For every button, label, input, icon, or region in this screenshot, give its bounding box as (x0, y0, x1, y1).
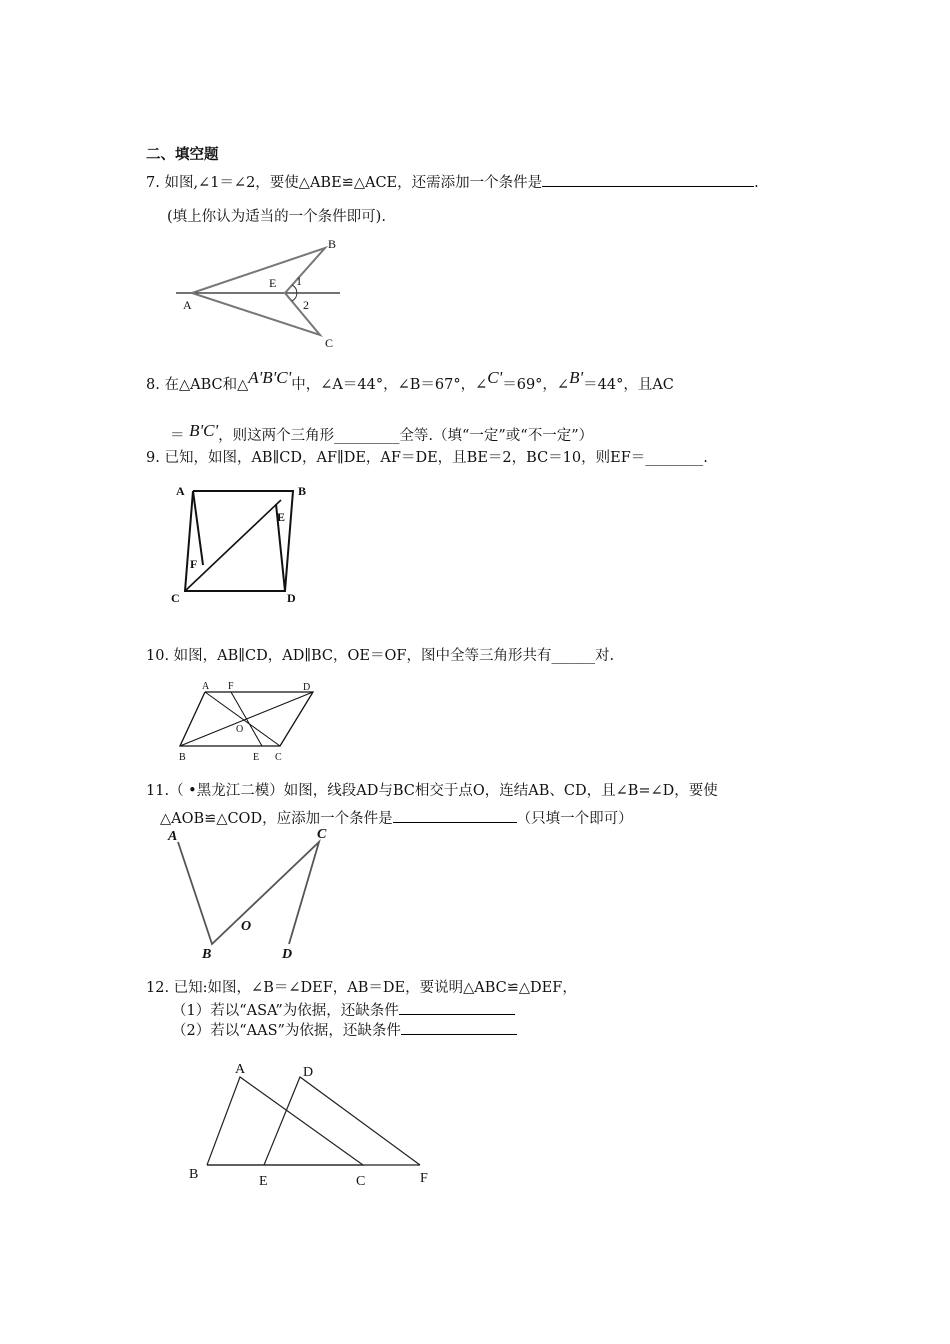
label-A: A (183, 298, 192, 312)
question-tail: . (703, 450, 708, 466)
label-C: C (275, 752, 282, 763)
label-D: D (282, 947, 293, 962)
label-O: O (241, 919, 252, 934)
label-E: E (259, 1174, 268, 1189)
question-text: 如图，AB∥CD，AD∥BC，OE＝OF，图中全等三角形共有 (173, 648, 552, 664)
question-text: 已知:如图，∠B＝∠DEF，AB＝DE，要说明△ABC≌△DEF， (173, 980, 577, 996)
question-tail: （只填一个即可） (516, 811, 633, 827)
label-B: B (202, 947, 212, 962)
label-2: 2 (303, 298, 309, 312)
answer-blank[interactable]: _________ (334, 428, 400, 444)
question-text-part3: ＝69°，∠ (502, 377, 570, 393)
label-C: C (171, 591, 180, 605)
label-A: A (176, 484, 185, 498)
sub-question-text: （2）若以“AAS”为依据，还缺条件 (172, 1023, 401, 1039)
label-D: D (303, 1065, 314, 1080)
question-10 (146, 647, 614, 665)
question-text: ，则这两个三角形 (218, 428, 335, 444)
figure-q11 (165, 824, 345, 964)
math-c-prime: C' (487, 368, 503, 387)
label-F: F (190, 557, 198, 571)
figure-q7 (170, 232, 350, 357)
label-E: E (253, 752, 260, 763)
label-D: D (303, 682, 311, 693)
section-title: 二、填空题 (146, 147, 219, 163)
label-A: A (235, 1062, 246, 1077)
answer-blank[interactable] (399, 1000, 515, 1015)
question-8 (146, 368, 674, 394)
question-text: △AOB≌△COD，应添加一个条件是 (160, 811, 393, 827)
question-number: 8. (146, 377, 160, 393)
sub-question-text: （1）若以“ASA”为依据，还缺条件 (172, 1003, 399, 1019)
question-7 (146, 172, 759, 192)
label-B: B (189, 1167, 199, 1182)
question-tail: 对. (594, 648, 615, 664)
answer-blank[interactable] (393, 808, 517, 823)
answer-blank[interactable]: ______ (551, 648, 595, 664)
label-O: O (236, 724, 244, 735)
label-A: A (202, 681, 210, 692)
math-bc-prime: B'C' (189, 421, 219, 440)
question-text-part2: 中，∠A＝44°，∠B＝67°，∠ (291, 377, 488, 393)
math-b-prime: B' (569, 368, 584, 387)
label-1: 1 (296, 274, 302, 288)
figure-q12 (180, 1055, 450, 1195)
label-C: C (356, 1174, 366, 1189)
label-C: C (317, 827, 327, 842)
math-prime-triangle: A'B'C' (248, 368, 292, 387)
label-B: B (298, 484, 307, 498)
question-9 (146, 449, 708, 467)
question-number: 12. (146, 980, 170, 996)
question-tail: . (754, 175, 759, 191)
question-number: 7. (146, 175, 160, 191)
label-E: E (269, 276, 277, 290)
question-text-part1: 在△ABC和△ (164, 377, 249, 393)
question-12-sub2 (172, 1020, 517, 1040)
label-A: A (168, 829, 178, 844)
question-text: （ •黑龙江二模）如图，线段AD与BC相交于点O，连结AB、CD，且∠B=∠D，要使 (169, 783, 718, 799)
question-number: 11. (146, 783, 170, 799)
figure-q10 (170, 676, 330, 766)
label-B: B (328, 237, 337, 251)
answer-blank[interactable]: ________ (645, 450, 704, 466)
question-12 (146, 979, 577, 997)
question-8-line2 (170, 421, 594, 445)
answer-blank[interactable] (542, 172, 754, 187)
label-B: B (179, 752, 186, 763)
question-number: 9. (146, 450, 160, 466)
equals: ＝ (170, 428, 185, 444)
question-11 (146, 782, 718, 800)
label-E: E (277, 510, 286, 524)
question-text-part4: ＝44°，且AC (583, 377, 674, 393)
label-D: D (287, 591, 296, 605)
label-C: C (325, 336, 334, 350)
question-number: 10. (146, 648, 170, 664)
label-F: F (228, 681, 234, 692)
figure-q9 (168, 478, 318, 608)
question-7-note: (填上你认为适当的一个条件即可). (167, 209, 386, 225)
question-tail: 全等.（填“一定”或“不一定”） (399, 428, 594, 444)
question-12-sub1 (172, 1000, 515, 1020)
label-F: F (420, 1171, 428, 1186)
question-text: 如图,∠1＝∠2，要使△ABE≌△ACE，还需添加一个条件是 (164, 175, 543, 191)
question-text: 已知，如图，AB∥CD，AF∥DE，AF＝DE，且BE＝2，BC＝10，则EF＝ (164, 450, 646, 466)
answer-blank[interactable] (401, 1020, 517, 1035)
